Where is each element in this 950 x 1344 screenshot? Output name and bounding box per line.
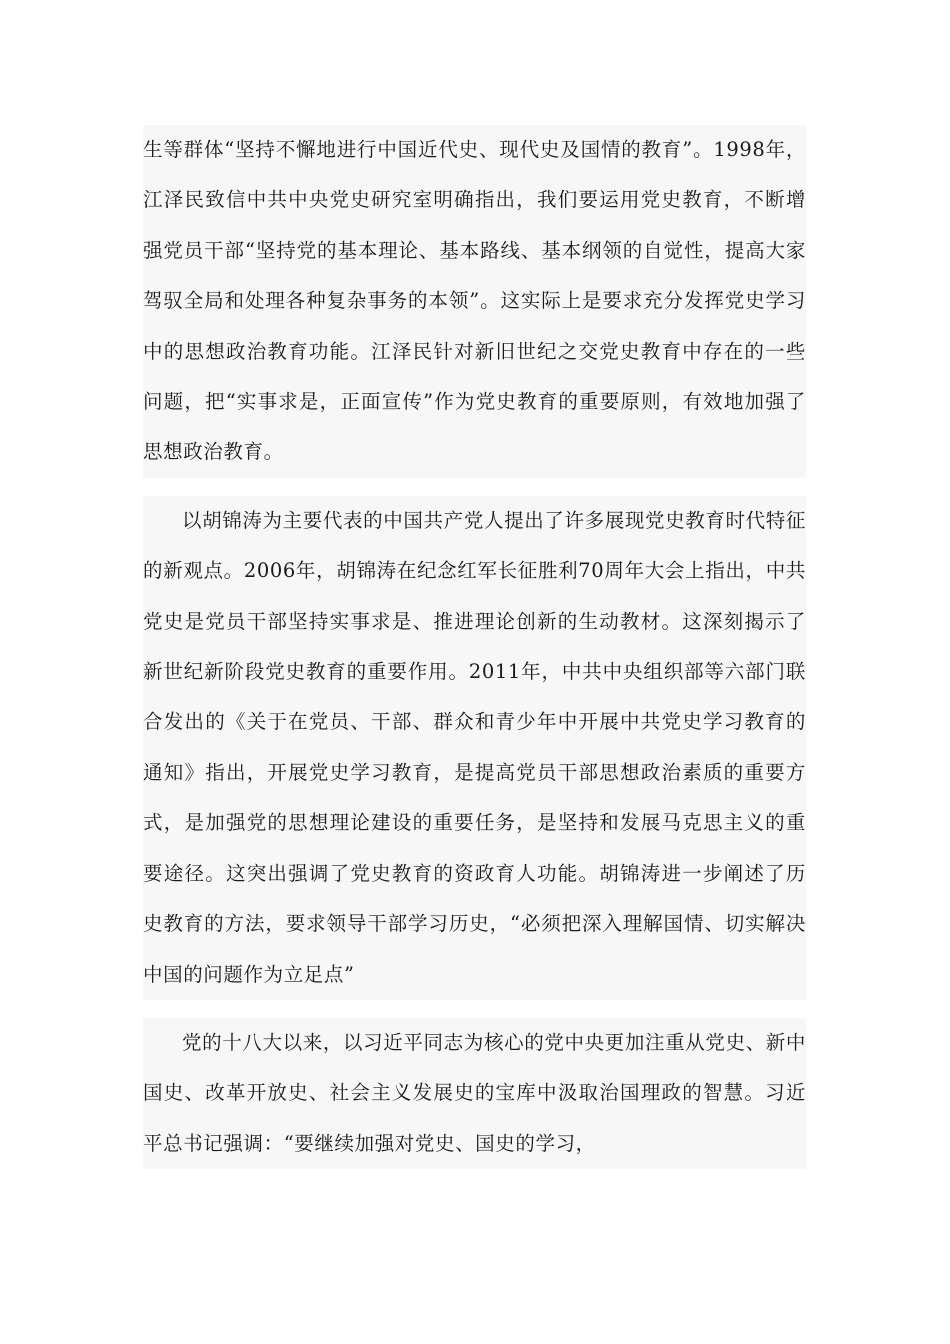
paragraph-gap — [0, 1000, 950, 1018]
paragraph-3-wrap — [143, 1018, 806, 1169]
paragraph-2: 以胡锦涛为主要代表的中国共产党人提出了许多展现党史教育时代特征的新观点。2006年，胡锦涛在纪念红军长征胜利70周年大会上指出，中共党史是党员干部坚持实事求是、推进理论创新的生动教材。这深刻揭示了新世纪新阶段党史教育的重要作用。2011年，中共中央组织部等六部门联合发出的《关于在党员、干部、群众和青少年中开展中共党史学习教育的通知》指出，开展党史学习教育，是提高党员干部思想政治素质的重要方式，是加强党的思想理论建设的重要任务，是坚持和发展马克思主义的重要途径。这突出强调了党史教育的资政育人功能。胡锦涛进一步阐述了历史教育的方法，要求领导干部学习历史，“必须把深入理解国情、切实解决中国的问题作为立足点” — [143, 508, 806, 986]
paragraph-1: 生等群体“坚持不懈地进行中国近代史、现代史及国情的教育”。1998年，江泽民致信中共中央党史研究室明确指出，我们要运用党史教育，不断增强党员干部“坚持党的基本理论、基本路线、基本纲领的自觉性，提高大家驾驭全局和处理各种复杂事务的本领”。这实际上是要求充分发挥党史学习中的思想政治教育功能。江泽民针对新旧世纪之交党史教育中存在的一些问题，把“实事求是，正面宣传”作为党史教育的重要原则，有效地加强了思想政治教育。 — [143, 138, 806, 464]
paragraph-3: 党的十八大以来，以习近平同志为核心的党中央更加注重从党史、新中国史、改革开放史、社会主义发展史的宝库中汲取治国理政的智慧。习近平总书记强调：“要继续加强对党史、国史的学习， — [143, 1030, 806, 1155]
paragraph-2-wrap — [143, 496, 806, 1000]
paragraph-gap — [0, 478, 950, 496]
paragraph-1-wrap — [143, 125, 806, 478]
body-text — [143, 125, 806, 1169]
